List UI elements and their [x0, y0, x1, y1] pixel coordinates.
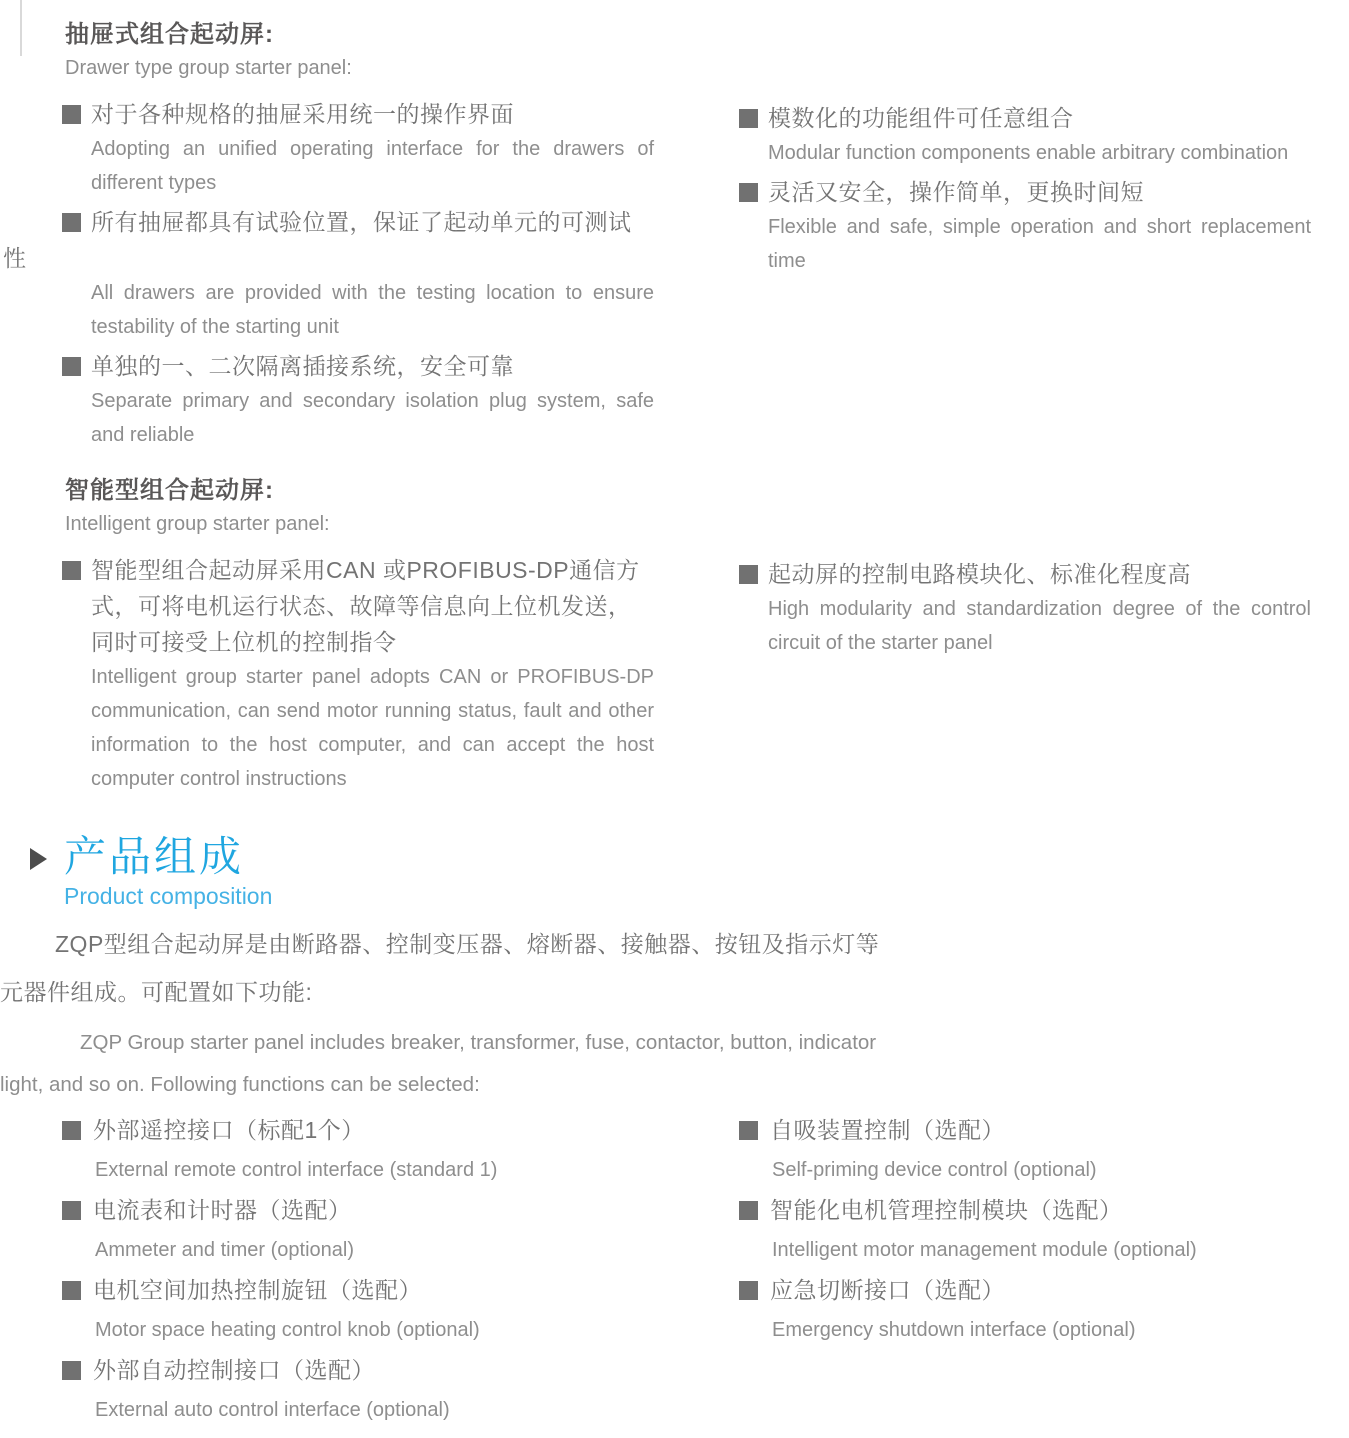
feature-zh: 单独的一、二次隔离插接系统，安全可靠 — [91, 353, 514, 379]
feature-zh: 灵活又安全，操作简单，更换时间短 — [768, 179, 1144, 205]
bullet-square-icon — [62, 1361, 81, 1380]
drawer-right-column — [739, 20, 1311, 456]
option-en: Emergency shutdown interface (optional) — [772, 1319, 1136, 1341]
bullet-square-icon — [62, 1281, 81, 1300]
bullet-square-icon — [62, 561, 81, 580]
feature-en: Flexible and safe, simple operation and short replacement time — [768, 216, 1311, 272]
option-zh: 自吸装置控制（选配） — [770, 1117, 1005, 1143]
feature-en: Modular function components enable arbitrary combination — [768, 142, 1289, 164]
intelligent-section-heading — [65, 476, 654, 538]
bullet-square-icon — [62, 1121, 81, 1140]
drawer-heading-en: Drawer type group starter panel: — [65, 57, 352, 79]
bullet-square-icon — [62, 1201, 81, 1220]
option-item — [739, 1190, 1311, 1270]
feature-item — [739, 556, 1311, 660]
bullet-square-icon — [62, 357, 81, 376]
composition-title-row — [30, 833, 1349, 910]
feature-item — [739, 174, 1311, 278]
option-item — [62, 1270, 654, 1350]
bullet-square-icon — [739, 1281, 758, 1300]
option-zh: 外部自动控制接口（选配） — [93, 1357, 375, 1383]
bullet-square-icon — [739, 183, 758, 202]
composition-left-column — [62, 1110, 654, 1430]
option-item — [62, 1110, 654, 1190]
feature-en: Adopting an unified operating interface for the drawers of different types — [91, 138, 654, 194]
option-item — [62, 1190, 654, 1270]
feature-en: Separate primary and secondary isolation plug system, safe and reliable — [91, 390, 654, 446]
feature-item — [739, 100, 1311, 170]
bullet-square-icon — [739, 109, 758, 128]
option-en: Intelligent motor management module (optional) — [772, 1239, 1197, 1261]
feature-en: High modularity and standardization degree of the control circuit of the starter panel — [768, 598, 1311, 654]
feature-zh: 所有抽屉都具有试验位置，保证了起动单元的可测试 — [91, 209, 632, 235]
drawer-left-column — [3, 20, 654, 456]
option-zh: 电流表和计时器（选配） — [93, 1197, 352, 1223]
feature-item — [62, 96, 654, 200]
intelligent-heading-en: Intelligent group starter panel: — [65, 513, 330, 535]
feature-en: All drawers are provided with the testing location to ensure testability of the starting unit — [91, 282, 654, 338]
triangle-right-icon — [30, 848, 47, 870]
option-zh: 电机空间加热控制旋钮（选配） — [93, 1277, 422, 1303]
intro-zh-line: 元器件组成。可配置如下功能: — [0, 979, 313, 1005]
section-drawer-type — [0, 20, 1349, 456]
drawer-section-heading — [65, 20, 654, 82]
option-en: External remote control interface (standard 1) — [95, 1159, 498, 1181]
composition-title-en: Product composition — [64, 883, 273, 909]
bullet-square-icon — [739, 1201, 758, 1220]
feature-zh: 起动屏的控制电路模块化、标准化程度高 — [768, 561, 1191, 587]
bullet-square-icon — [739, 1121, 758, 1140]
composition-title-zh: 产品组成 — [64, 833, 245, 880]
option-zh: 应急切断接口（选配） — [770, 1277, 1005, 1303]
option-en: Motor space heating control knob (optional) — [95, 1319, 480, 1341]
bullet-square-icon — [62, 213, 81, 232]
option-en: External auto control interface (optional) — [95, 1399, 450, 1421]
intelligent-right-column — [739, 476, 1311, 800]
intelligent-heading-zh: 智能型组合起动屏: — [65, 477, 274, 504]
composition-right-column — [739, 1110, 1311, 1430]
feature-zh: 模数化的功能组件可任意组合 — [768, 105, 1074, 131]
feature-item — [62, 348, 654, 452]
bullet-square-icon — [739, 565, 758, 584]
feature-en: Intelligent group starter panel adopts CAN or PROFIBUS-DP communication, can send motor running status, fault and other information to the host computer, and can accept the host computer control instructions — [91, 666, 654, 790]
option-item — [739, 1270, 1311, 1350]
section-product-composition — [0, 833, 1349, 1430]
section-intelligent-type — [0, 476, 1349, 800]
option-zh: 外部遥控接口（标配1个） — [93, 1117, 365, 1143]
option-item — [739, 1110, 1311, 1190]
feature-item — [62, 552, 654, 796]
feature-zh: 对于各种规格的抽屉采用统一的操作界面 — [91, 101, 514, 127]
intro-zh-line: ZQP型组合起动屏是由断路器、控制变压器、熔断器、接触器、按钮及指示灯等 — [55, 931, 880, 957]
feature-zh-overflow: 性 — [3, 245, 27, 271]
bullet-square-icon — [62, 105, 81, 124]
drawer-heading-zh: 抽屉式组合起动屏: — [65, 21, 274, 48]
option-en: Self-priming device control (optional) — [772, 1159, 1097, 1181]
composition-intro — [0, 920, 1349, 1106]
intro-en-line: light, and so on. Following functions can be selected: — [0, 1073, 480, 1096]
feature-item — [3, 204, 654, 344]
option-item — [62, 1350, 654, 1430]
intelligent-left-column — [62, 476, 654, 800]
option-zh: 智能化电机管理控制模块（选配） — [770, 1197, 1123, 1223]
feature-zh: 智能型组合起动屏采用CAN 或PROFIBUS-DP通信方式，可将电机运行状态、故障等信息向上位机发送，同时可接受上位机的控制指令 — [91, 557, 640, 655]
intro-en-line: ZQP Group starter panel includes breaker, transformer, fuse, contactor, button, indicator — [80, 1031, 877, 1054]
option-en: Ammeter and timer (optional) — [95, 1239, 354, 1261]
